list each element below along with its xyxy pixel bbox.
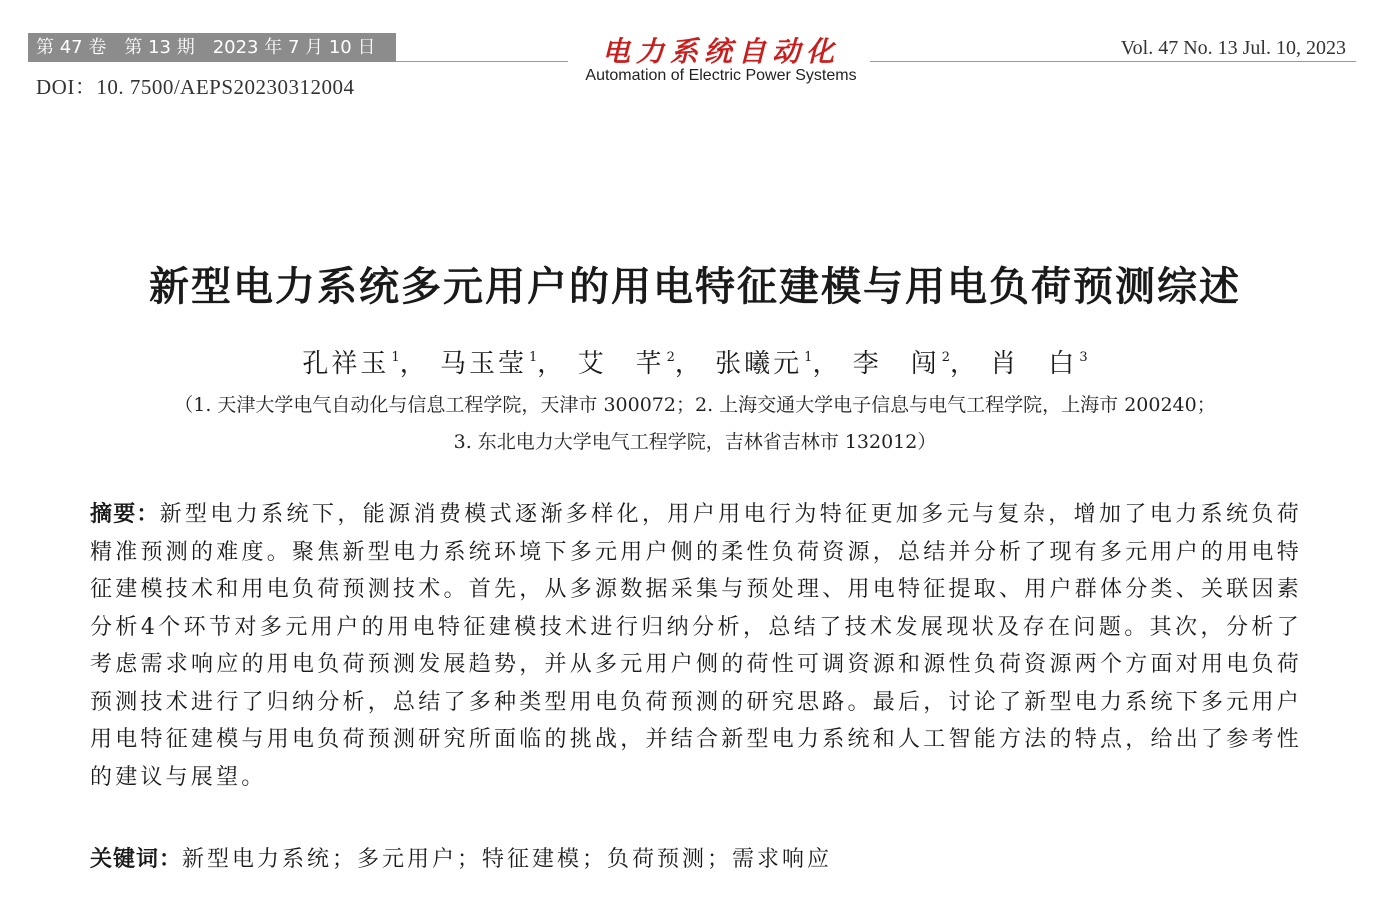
keywords-text: 新型电力系统；多元用户；特征建模；负荷预测；需求响应 — [182, 847, 833, 872]
author-name: 马玉莹 — [439, 349, 527, 379]
volume-info-en: Vol. 47 No. 13 Jul. 10, 2023 — [1120, 37, 1346, 59]
author-list — [0, 343, 1390, 380]
author-affiliation-mark: 2 — [941, 350, 951, 365]
abstract-text: 新型电力系统下，能源消费模式逐渐多样化，用户用电行为特征更加多元与复杂，增加了电力系统负荷精准预测的难度。聚焦新型电力系统环境下多元用户侧的柔性负荷资源，总结并分析了现有多元用户的用电特征建模技术和用电负荷预测技术。首先，从多源数据采集与预处理、用电特征提取、用户群体分类、关联因素分析4个环节对多元用户的用电特征建模技术进行归纳分析，总结了技术发展现状及存在问题。其次，分析了考虑需求响应的用电负荷预测发展趋势，并从多元用户侧的荷性可调资源和源性负荷资源两个方面对用电负荷预测技术进行了归纳分析，总结了多种类型用电负荷预测的研究思路。最后，讨论了新型电力系统下多元用户用电特征建模与用电负荷预测研究所面临的挑战，并结合新型电力系统和人工智能方法的特点，给出了参考性的建议与展望。 — [90, 502, 1302, 790]
author-separator: ， — [950, 349, 980, 379]
author-affiliation-mark: 1 — [529, 350, 538, 365]
author-name: 孔祥玉 — [302, 349, 390, 379]
issue-info-badge: 第 47 卷 第 13 期 2023 年 7 月 10 日 — [28, 33, 396, 62]
author-affiliation-mark: 2 — [666, 350, 675, 365]
author-name: 张曦元 — [715, 349, 803, 379]
author-affiliation-mark: 1 — [391, 350, 400, 365]
keywords-label: 关键词： — [90, 847, 183, 872]
article-title: 新型电力系统多元用户的用电特征建模与用电负荷预测综述 — [149, 264, 1241, 310]
author-affiliation-mark: 3 — [1079, 350, 1088, 365]
abstract-label: 摘要： — [90, 502, 160, 527]
author-separator: ， — [399, 349, 429, 379]
affiliations-line-2: 3. 东北电力大学电气工程学院，吉林省吉林市 132012） — [453, 431, 937, 453]
author-affiliation-mark: 1 — [804, 350, 813, 365]
journal-name-en: Automation of Electric Power Systems — [585, 67, 857, 84]
author-name: 肖 白 — [990, 349, 1078, 379]
keywords — [90, 842, 832, 873]
header-rule-right — [870, 61, 1356, 62]
author-separator: ， — [674, 349, 704, 379]
author-separator: ， — [812, 349, 842, 379]
journal-logo-cn: 电力系统自动化 — [601, 35, 840, 68]
affiliations-line-1: （1. 天津大学电气自动化与信息工程学院，天津市 300072；2. 上海交通大学电子信息与电气工程学院，上海市 200240； — [174, 394, 1216, 416]
doi-link[interactable]: DOI：10. 7500/AEPS20230312004 — [36, 75, 355, 99]
abstract — [90, 496, 1302, 796]
header-rule-left — [396, 61, 568, 62]
author-name: 艾 芊 — [577, 349, 665, 379]
author-separator: ， — [537, 349, 567, 379]
author-name: 李 闯 — [852, 349, 940, 379]
